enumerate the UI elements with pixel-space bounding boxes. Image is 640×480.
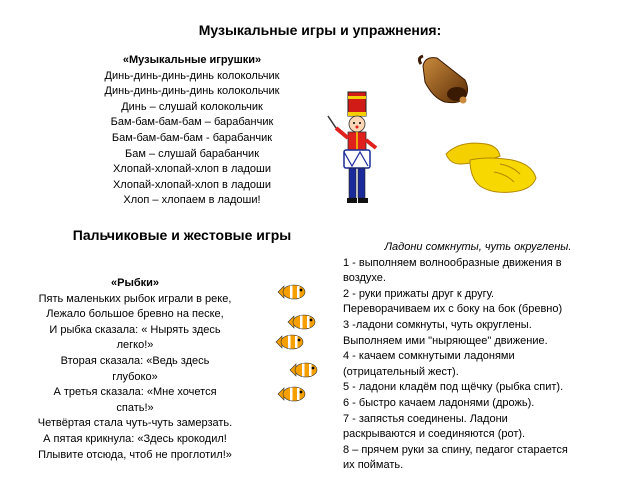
instruction-line: их поймать.	[343, 459, 404, 472]
page-title: Музыкальные игры и упражнения:	[198, 22, 442, 38]
fish-icon	[290, 363, 317, 377]
poem-line: И рыбка сказала: « Нырять здесь	[49, 323, 221, 336]
section-subtitle: Пальчиковые и жестовые игры	[72, 227, 292, 243]
poem-title: «Музыкальные игрушки»	[122, 54, 262, 66]
poem-line: глубоко»	[112, 370, 158, 383]
fish-icon	[278, 387, 305, 401]
fish-icon	[278, 285, 305, 299]
instruction-line: воздухе.	[343, 272, 386, 285]
poem-line: Бам-бам-бам-бам - барабанчик	[111, 131, 273, 144]
fish-icon	[288, 315, 315, 329]
instruction-line: 2 - руки прижаты друг к другу.	[343, 287, 495, 300]
instructions-block	[343, 240, 613, 474]
poem-line: спать!»	[116, 401, 154, 414]
instruction-line: 7 - запястья соединены. Ладони	[343, 412, 508, 425]
poem-line: Вторая сказала: «Ведь здесь	[60, 354, 210, 367]
poem-musical-toys	[60, 53, 324, 209]
poem-line: Пять маленьких рыбок играли в реке,	[38, 292, 232, 305]
fish-icon	[276, 335, 303, 349]
instruction-line: Переворачиваем их с боку на бок (бревно)	[343, 303, 563, 316]
poem-line: А третья сказала: «Мне хочется	[53, 386, 217, 399]
clapping-hands-icon	[440, 130, 540, 198]
poem-line: Динь-динь-динь-динь колокольчик	[104, 85, 280, 98]
poem-line: Плывите отсюда, чтоб не проглотил!»	[38, 448, 232, 461]
toy-soldier-drummer-icon	[326, 88, 386, 210]
poem-fishes	[0, 276, 270, 463]
instruction-line: 1 - выполняем волнообразные движения в	[343, 256, 562, 269]
poem-title: «Рыбки»	[110, 277, 160, 289]
instructions-title: Ладони сомкнуты, чуть округлены.	[384, 241, 572, 253]
poem-line: Четвёртая стала чуть-чуть замерзать.	[37, 417, 233, 430]
poem-line: А пятая крикнула: «Здесь крокодил!	[43, 432, 227, 445]
poem-line: Динь-динь-динь-динь колокольчик	[104, 69, 280, 82]
instruction-line: (отрицательный жест).	[343, 365, 459, 378]
fish-group-icon	[272, 282, 332, 412]
poem-line: Хлопай-хлопай-хлоп в ладоши	[112, 163, 272, 176]
poem-line: Лежало большое бревно на песке,	[46, 308, 224, 321]
poem-line: Хлопай-хлопай-хлоп в ладоши	[112, 178, 272, 191]
instruction-line: 5 - ладони кладём под щёчку (рыбка спит).	[343, 381, 564, 394]
poem-line: Бам-бам-бам-бам – барабанчик	[110, 116, 274, 129]
instruction-line: 6 - быстро качаем ладонями (дрожь).	[343, 396, 535, 409]
instruction-line: 3 -ладони сомкнуты, чуть округлены.	[343, 318, 532, 331]
instruction-line: 8 – прячем руки за спину, педагог старается	[343, 443, 568, 456]
poem-line: Бам – слушай барабанчик	[124, 147, 260, 160]
poem-line: Хлоп – хлопаем в ладоши!	[123, 194, 261, 207]
poem-line: легко!»	[116, 339, 154, 352]
instruction-line: 4 - качаем сомкнутыми ладонями	[343, 350, 515, 363]
instruction-line: Выполняем ими "ныряющее" движение.	[343, 334, 548, 347]
instruction-line: раскрываются и соединяются (рот).	[343, 428, 526, 441]
bell-icon	[415, 52, 479, 108]
poem-line: Динь – слушай колокольчик	[121, 100, 263, 113]
